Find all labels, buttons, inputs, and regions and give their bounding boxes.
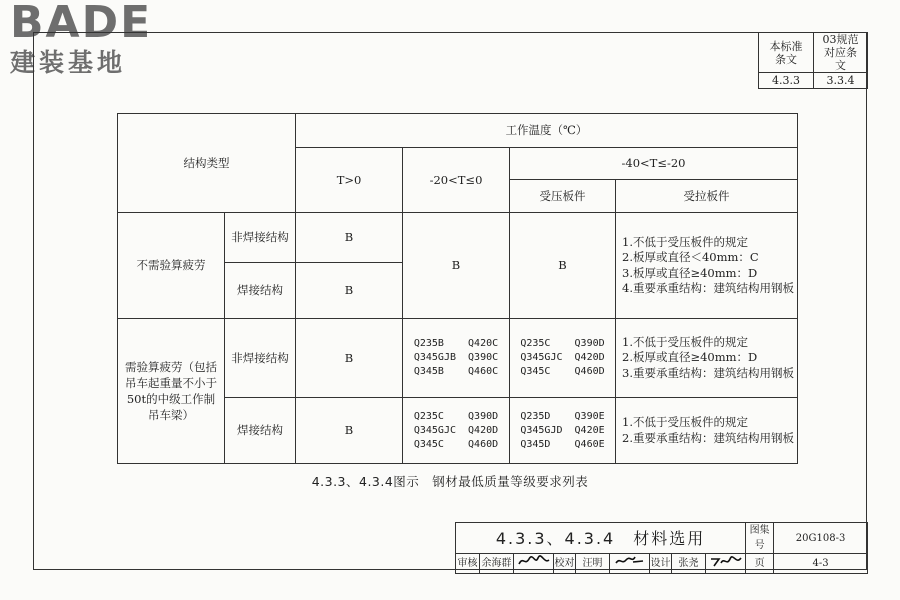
- checker-signature: [610, 554, 650, 574]
- review-label: 审核: [456, 554, 480, 574]
- cell-r4-compression: [510, 398, 616, 464]
- row-type-welded: 焊接结构: [225, 263, 296, 319]
- ref-col1-header: 本标准条文: [759, 33, 814, 73]
- grade-list: Q235D Q390E Q345GJD Q420E Q345D Q460E: [520, 410, 605, 450]
- signature-image: [613, 554, 647, 568]
- ref-col1-value: 4.3.3: [759, 73, 814, 89]
- grade-list: Q235C Q390D Q345GJC Q420D Q345C Q460D: [413, 410, 499, 450]
- steel-grade-table: [117, 113, 798, 464]
- row-type-non-welded: 非焊接结构: [225, 213, 296, 263]
- signature-image: [709, 554, 743, 568]
- reference-table: [758, 32, 868, 89]
- checker-name: 汪明: [576, 554, 610, 574]
- cell-r4-tension: 1.不低于受压板件的规定 2.重要承重结构：建筑结构用钢板: [616, 398, 798, 464]
- logo-subtitle: 建装基地: [10, 48, 127, 77]
- atlas-number-label: 图集号: [746, 523, 774, 554]
- header-tension-plate: 受拉板件: [616, 180, 798, 213]
- header-temp-minus20-to-0: -20<T≤0: [403, 148, 510, 213]
- designer-name: 张尧: [672, 554, 706, 574]
- cell-r3-compression: [510, 319, 616, 398]
- cell-g1-temp-minus20-to-0: B: [403, 213, 510, 319]
- signature-image: [517, 554, 551, 568]
- cell-r4-temp-above-zero: B: [296, 398, 403, 464]
- page-label: 页: [746, 554, 774, 574]
- title-block: [455, 522, 868, 574]
- cell-g1-compression: B: [510, 213, 616, 319]
- page-number: 4-3: [774, 554, 868, 574]
- cell-r3-tension: 1.不低于受压板件的规定 2.板厚或直径≥40mm：D 3.重要承重结构：建筑结构用钢板: [616, 319, 798, 398]
- cell-r3-temp-above-zero: B: [296, 319, 403, 398]
- header-work-temperature: 工作温度（℃）: [296, 114, 798, 148]
- designer-signature: [706, 554, 746, 574]
- cell-r1-tension: 1.不低于受压板件的规定 2.板厚或直径＜40mm：C 3.板厚或直径≥40mm：D 4.重要承重结构：建筑结构用钢板: [616, 213, 798, 319]
- header-temp-minus40-to-minus20: -40<T≤-20: [510, 148, 798, 180]
- ref-col2-header: 03规范对应条文: [814, 33, 868, 73]
- figure-caption: 4.3.3、4.3.4图示 钢材最低质量等级要求列表: [311, 474, 589, 489]
- header-structure-type: 结构类型: [118, 114, 296, 213]
- header-temp-above-zero: T>0: [296, 148, 403, 213]
- reviewer-name: 余海群: [480, 554, 514, 574]
- cell-r4-temp-minus20-to-0: [403, 398, 510, 464]
- cell-r2-temp-above-zero: B: [296, 263, 403, 319]
- logo-text: BADE: [10, 0, 153, 48]
- ref-col2-value: 3.3.4: [814, 73, 868, 89]
- cell-r3-temp-minus20-to-0: [403, 319, 510, 398]
- grade-list: Q235B Q420C Q345GJB Q390C Q345B Q460C: [413, 338, 499, 377]
- grade-list: Q235C Q390D Q345GJC Q420D Q345C Q460D: [520, 338, 605, 377]
- group-no-fatigue-check: 不需验算疲劳: [118, 213, 225, 319]
- reviewer-signature: [514, 554, 554, 574]
- row-type-non-welded-fatigue: 非焊接结构: [225, 319, 296, 398]
- cell-r1-temp-above-zero: B: [296, 213, 403, 263]
- row-type-welded-fatigue: 焊接结构: [225, 398, 296, 464]
- drawing-title: 4.3.3、4.3.4 材料选用: [456, 523, 746, 554]
- check-label: 校对: [554, 554, 576, 574]
- design-label: 设计: [650, 554, 672, 574]
- header-compression-plate: 受压板件: [510, 180, 616, 213]
- atlas-number: 20G108-3: [774, 523, 868, 554]
- group-fatigue-check: 需验算疲劳（包括吊车起重量不小于50t的中级工作制吊车梁）: [118, 319, 225, 464]
